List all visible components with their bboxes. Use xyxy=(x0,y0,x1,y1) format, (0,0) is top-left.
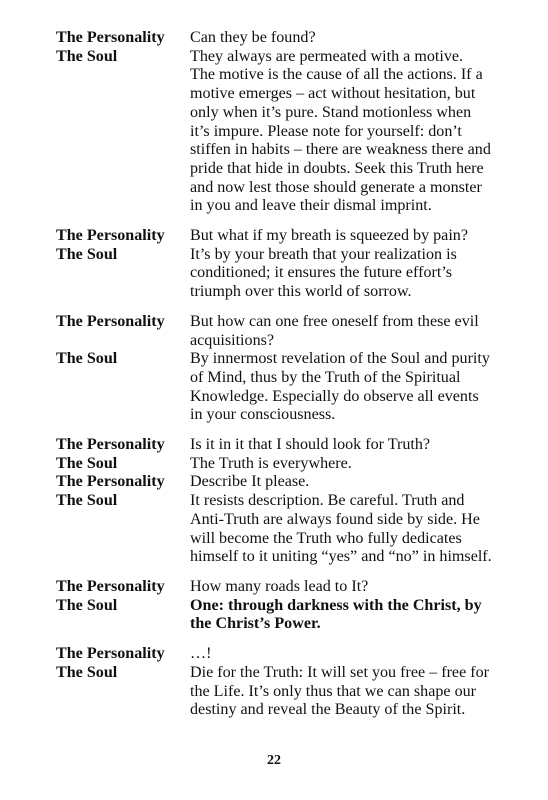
dialogue-exchange xyxy=(56,227,502,302)
dialogue-line xyxy=(56,227,502,246)
speaker-name: The Personality xyxy=(56,473,165,491)
speech-text: How many roads lead to It? xyxy=(190,577,369,595)
speaker-name: The Personality xyxy=(56,436,165,454)
dialogue-exchange xyxy=(56,29,502,216)
speech-text: By innermost revelation of the Soul and purity of Mind, thus by the Truth of the Spiritual Knowledge. Especially do observe all events in your consciousness. xyxy=(190,350,490,424)
speaker-name: The Personality xyxy=(56,227,165,245)
dialogue-line xyxy=(56,313,502,350)
speech-text: They always are permeated with a motive. The motive is the cause of all the actions. If a motive emerges – act without hesitation, but only when it’s pure. Stand motionless when it’s impure. Please note for yourself: don’t stiffen in habits – there are weakness there and pride that hide in doubts. Seek this Truth here and now lest those should generate a monster in you and leave their dismal imprint. xyxy=(190,47,491,215)
dialogue xyxy=(56,29,502,720)
dialogue-line xyxy=(56,436,502,455)
speaker-name: The Soul xyxy=(56,47,118,65)
speech-text: It’s by your breath that your realization is conditioned; it ensures the future effort’s triumph over this world of sorrow. xyxy=(190,245,457,301)
speech-text: Die for the Truth: It will set you free – free for the Life. It’s only thus that we can shape our destiny and reveal the Beauty of the Spirit. xyxy=(190,663,489,719)
speaker-name: The Soul xyxy=(56,454,118,472)
speaker-name: The Soul xyxy=(56,350,118,368)
speaker-name: The Soul xyxy=(56,245,118,263)
dialogue-line xyxy=(56,455,502,474)
speech-text: …! xyxy=(190,645,212,663)
speech-text: But how can one free oneself from these evil acquisitions? xyxy=(190,312,479,349)
dialogue-line xyxy=(56,578,502,597)
dialogue-line xyxy=(56,473,502,492)
dialogue-line xyxy=(56,645,502,664)
speaker-name: The Personality xyxy=(56,645,165,663)
speech-text: The Truth is everywhere. xyxy=(190,454,352,472)
dialogue-exchange xyxy=(56,436,502,567)
speech-text: Is it in it that I should look for Truth? xyxy=(190,436,431,454)
speaker-name: The Soul xyxy=(56,596,118,614)
speaker-name: The Soul xyxy=(56,663,118,681)
speaker-name: The Personality xyxy=(56,312,165,330)
speaker-name: The Personality xyxy=(56,29,165,46)
dialogue-line xyxy=(56,29,502,48)
dialogue-exchange xyxy=(56,645,502,720)
dialogue-line xyxy=(56,246,502,302)
speech-text: Describe It please. xyxy=(190,473,310,491)
speech-text: It resists description. Be careful. Truth and Anti-Truth are always found side by side. He will become the Truth who fully dedicates himself to it uniting “yes” and “no” in himself. xyxy=(190,492,492,566)
speech-text-emphasis: One: through darkness with the Christ, by the Christ’s Power. xyxy=(190,596,482,633)
speaker-name: The Personality xyxy=(56,577,165,595)
speech-text: Can they be found? xyxy=(190,29,316,46)
dialogue-line xyxy=(56,48,502,216)
dialogue-line xyxy=(56,597,502,634)
speech-text: But what if my breath is squeezed by pain? xyxy=(190,227,468,245)
dialogue-line xyxy=(56,350,502,425)
page-number: 22 xyxy=(267,753,281,768)
dialogue-line xyxy=(56,664,502,720)
speaker-name: The Soul xyxy=(56,492,118,510)
dialogue-line xyxy=(56,492,502,567)
dialogue-exchange xyxy=(56,313,502,425)
dialogue-exchange xyxy=(56,578,502,634)
